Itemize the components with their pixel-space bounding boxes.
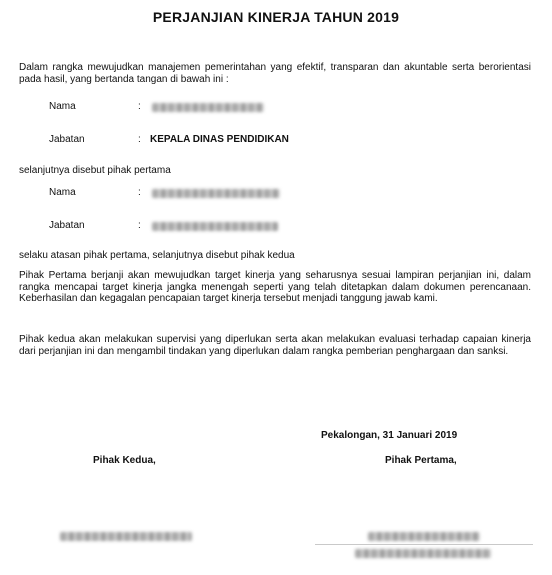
first-party-position-colon: : [138,134,141,145]
sign-left-name-redacted [60,532,192,541]
intro-paragraph: Dalam rangka mewujudkan manajemen pemerintahan yang efektif, transparan dan akuntable serta berorientasi pada hasil, yang bertanda tangan di bawah ini : [19,62,531,85]
first-party-name-colon: : [138,101,141,112]
second-party-position-label: Jabatan [49,220,85,231]
supervision-paragraph: Pihak kedua akan melakukan supervisi yang diperlukan serta akan melakukan evaluasi terhadap capaian kinerja dari perjanjian ini dan mengambil tindakan yang diperlukan dalam rangka pemberian penghargaan dan sanksi. [19,334,531,357]
second-party-position-colon: : [138,220,141,231]
sign-right-label: Pihak Pertama, [385,455,457,466]
second-party-note: selaku atasan pihak pertama, selanjutnya disebut pihak kedua [19,250,295,261]
first-party-name-redacted [152,103,264,112]
first-party-position-value: KEPALA DINAS PENDIDIKAN [150,134,289,145]
commitment-paragraph: Pihak Pertama berjanji akan mewujudkan target kinerja yang seharusnya sesuai lampiran perjanjian ini, dalam rangka mencapai target kinerja jangka menengah seperti yang telah ditetapkan dalam dokumen perencanaan. Keberhasilan dan kegagalan pencapaian target kinerja tersebut menjadi tanggung jawab kami. [19,270,531,304]
sign-right-name-redacted [368,532,480,541]
second-party-name-label: Nama [49,187,76,198]
second-party-name-colon: : [138,187,141,198]
sign-left-label: Pihak Kedua, [93,455,156,466]
first-party-position-label: Jabatan [49,134,85,145]
sign-right-id-redacted [355,549,491,558]
second-party-position-redacted [152,222,278,231]
first-party-note: selanjutnya disebut pihak pertama [19,165,171,176]
sign-right-underline [315,544,533,545]
second-party-name-redacted [152,189,280,198]
document-title: PERJANJIAN KINERJA TAHUN 2019 [152,9,400,25]
first-party-name-label: Nama [49,101,76,112]
place-date: Pekalongan, 31 Januari 2019 [321,430,458,441]
